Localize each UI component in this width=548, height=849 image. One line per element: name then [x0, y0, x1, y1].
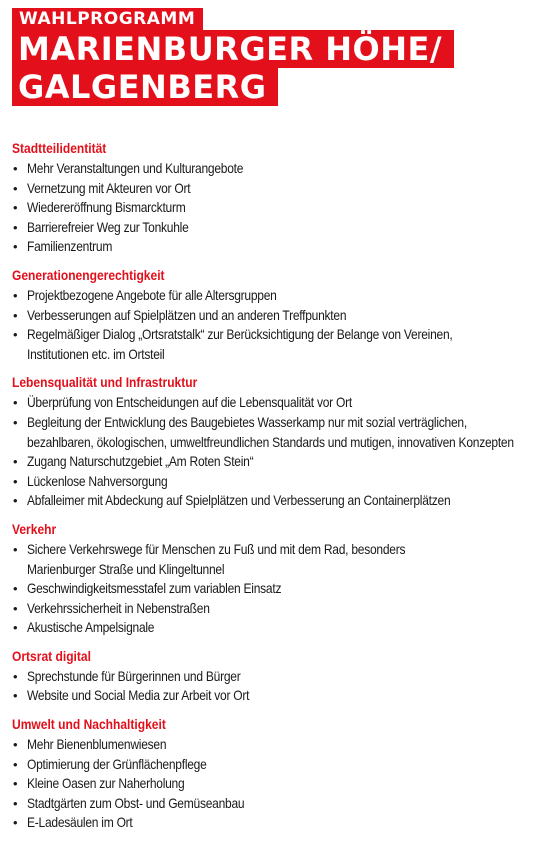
list-item — [12, 393, 542, 413]
list-item-text: Verbesserungen auf Spielplätzen und an anderen Treffpunkten — [27, 306, 347, 323]
program-section — [12, 647, 542, 706]
list-item — [12, 198, 542, 218]
list-item — [12, 579, 542, 599]
list-item-text: Website und Social Media zur Arbeit vor Ort — [27, 687, 250, 704]
bullet-icon: • — [13, 581, 18, 597]
program-section — [12, 266, 542, 364]
program-content — [12, 139, 542, 842]
bullet-icon: • — [13, 287, 18, 303]
bullet-icon: • — [13, 161, 18, 176]
list-item — [12, 774, 542, 794]
list-item-text: Vernetzung mit Akteuren vor Ort — [27, 179, 191, 196]
bullet-icon: • — [13, 493, 18, 509]
bullet-icon: • — [13, 737, 18, 753]
bullet-icon: • — [13, 239, 18, 255]
bullet-icon: • — [13, 180, 18, 196]
list-item — [12, 452, 542, 472]
bullet-icon: • — [13, 795, 18, 811]
list-item — [12, 618, 542, 638]
section-heading: Umwelt und Nachhaltigkeit — [12, 716, 166, 733]
list-item-text: E-Ladesäulen im Ort — [27, 814, 133, 831]
list-item — [12, 599, 542, 619]
section-heading: Stadtteilidentität — [12, 140, 107, 156]
list-item-text: Sprechstunde für Bürgerinnen und Bürger — [27, 667, 241, 684]
bullet-icon: • — [13, 620, 18, 636]
list-item — [12, 218, 542, 238]
bullet-icon: • — [13, 688, 18, 704]
list-item — [12, 735, 542, 755]
bullet-icon: • — [13, 756, 18, 772]
section-heading: Generationengerechtigkeit — [12, 266, 165, 283]
list-item-text: Überprüfung von Entscheidungen auf die Lebensqualität vor Ort — [27, 394, 352, 411]
page-title-line-2: GALGENBERG — [12, 68, 278, 106]
page-title-line-1: MARIENBURGER HÖHE/ — [12, 30, 454, 68]
list-item — [12, 237, 542, 257]
list-item — [12, 686, 542, 706]
list-item — [12, 286, 542, 306]
list-item — [12, 813, 542, 833]
list-item — [12, 667, 542, 687]
bullet-icon: • — [13, 454, 18, 470]
list-item — [12, 491, 542, 511]
list-item-text: Akustische Ampelsignale — [27, 619, 155, 636]
list-item-text: Mehr Veranstaltungen und Kulturangebote — [27, 160, 244, 176]
list-item-text: Stadtgärten zum Obst- und Gemüseanbau — [27, 794, 245, 811]
list-item — [12, 755, 542, 775]
bullet-icon: • — [13, 414, 18, 430]
bullet-icon: • — [13, 541, 18, 557]
kicker-label: WAHLPROGRAMM — [12, 8, 203, 30]
bullet-icon: • — [13, 395, 18, 411]
bullet-icon: • — [13, 200, 18, 216]
list-item-text: Barrierefreier Weg zur Tonkuhle — [27, 218, 189, 235]
list-item — [12, 325, 542, 364]
program-section — [12, 715, 542, 833]
bullet-icon: • — [13, 307, 18, 323]
program-section — [12, 373, 542, 511]
bullet-icon: • — [13, 600, 18, 616]
list-item-text: Optimierung der Grünflächenpflege — [27, 755, 207, 772]
list-item — [12, 179, 542, 199]
bullet-icon: • — [13, 668, 18, 684]
list-item-text: Wiedereröffnung Bismarckturm — [27, 199, 186, 216]
list-item-text: Sichere Verkehrswege für Menschen zu Fuß und mit dem Rad, besonders Marienburger Straße und Klingeltunnel — [27, 540, 406, 577]
list-item — [12, 159, 542, 179]
list-item-text: Begleitung der Entwicklung des Baugebietes Wasserkamp nur mit sozial verträglichen, bezahlbaren, ökologischen, umweltfreundlichen Standards und mutigen, innovativen Konzepten — [27, 413, 514, 450]
list-item — [12, 413, 542, 452]
list-item-text: Mehr Bienenblumenwiesen — [27, 736, 167, 753]
section-heading: Ortsrat digital — [12, 647, 91, 664]
list-item-text: Projektbezogene Angebote für alle Altersgruppen — [27, 286, 277, 303]
list-item-text: Zugang Naturschutzgebiet „Am Roten Stein“ — [27, 453, 254, 470]
list-item-text: Kleine Oasen zur Naherholung — [27, 775, 185, 792]
bullet-icon: • — [13, 473, 18, 489]
list-item-text: Regelmäßiger Dialog „Ortsratstalk“ zur Berücksichtigung der Belange von Vereinen, Institutionen etc. im Ortsteil — [27, 326, 453, 362]
list-item — [12, 794, 542, 814]
list-item-text: Geschwindigkeitsmesstafel zum variablen Einsatz — [27, 580, 282, 597]
bullet-list — [12, 735, 542, 833]
bullet-icon: • — [13, 815, 18, 831]
bullet-icon: • — [13, 219, 18, 235]
bullet-icon: • — [13, 327, 18, 343]
bullet-list — [12, 540, 542, 638]
list-item — [12, 472, 542, 492]
list-item — [12, 306, 542, 326]
bullet-list — [12, 667, 542, 706]
list-item-text: Verkehrssicherheit in Nebenstraßen — [27, 599, 210, 616]
list-item — [12, 540, 542, 579]
bullet-list — [12, 393, 542, 511]
section-heading: Lebensqualität und Infrastruktur — [12, 374, 198, 391]
list-item-text: Lückenlose Nahversorgung — [27, 472, 168, 489]
bullet-list — [12, 286, 542, 364]
list-item-text: Abfalleimer mit Abdeckung auf Spielplätzen und Verbesserung an Containerplätzen — [27, 492, 451, 509]
section-heading: Verkehr — [12, 520, 57, 537]
title-block — [12, 8, 454, 106]
bullet-list — [12, 159, 542, 257]
program-section — [12, 139, 542, 257]
list-item-text: Familienzentrum — [27, 238, 113, 255]
bullet-icon: • — [13, 776, 18, 792]
program-section — [12, 520, 542, 638]
